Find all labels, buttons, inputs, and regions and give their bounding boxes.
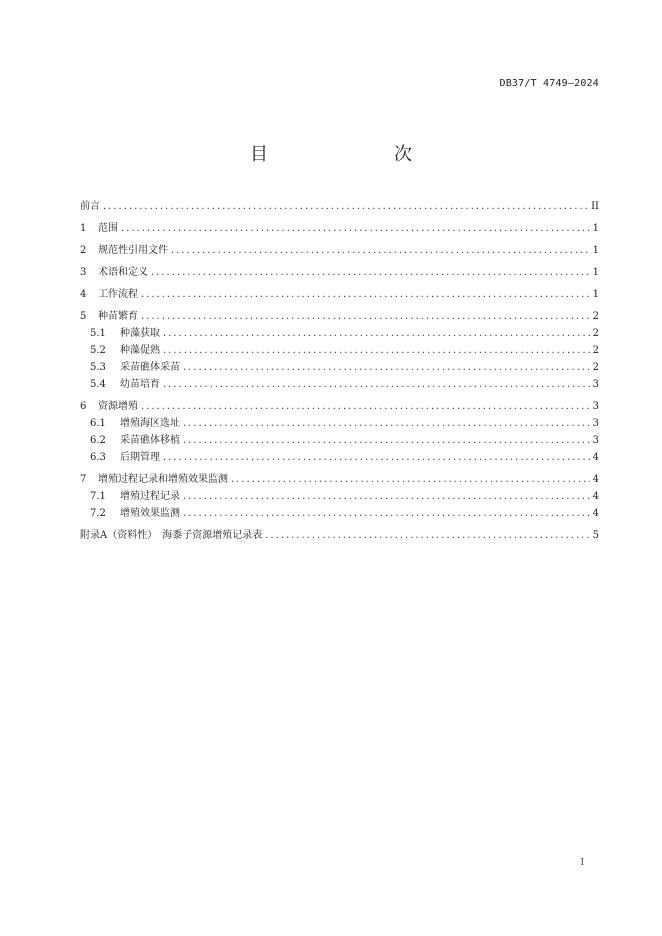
toc-entry-label	[90, 360, 180, 376]
toc-entry-page: II	[591, 201, 599, 212]
toc-entry-text: 附录A（资料性） 海黍子资源增殖记录表	[80, 530, 263, 541]
toc-entry-number: 6.2	[90, 435, 106, 446]
toc-entry-text: 规范性引用文件	[98, 245, 168, 256]
toc-entry-label	[90, 377, 160, 393]
dot-leader	[151, 265, 590, 281]
toc-entry-page: 4	[592, 452, 599, 463]
toc-entry-label	[90, 506, 180, 522]
toc-entry-number: 4	[80, 289, 87, 300]
toc-entry-page: 2	[592, 328, 599, 339]
toc-entry[interactable]	[80, 489, 599, 505]
toc-entry[interactable]	[80, 309, 599, 325]
toc-entry-number: 7.1	[90, 491, 106, 502]
toc-entry-text: 增殖过程记录和增殖效果监测	[98, 474, 228, 485]
dot-leader	[121, 221, 590, 237]
toc-entry-text: 幼苗培育	[120, 379, 160, 390]
toc-entry-label	[90, 489, 180, 505]
toc-entry-page: 3	[592, 401, 599, 412]
toc-entry-text: 术语和定义	[98, 267, 148, 278]
dot-leader	[183, 489, 590, 505]
toc-entry-text: 采苗礁体采苗	[120, 362, 180, 373]
toc-entry-label	[90, 343, 160, 359]
toc-entry[interactable]	[80, 199, 599, 215]
toc-entry-number: 2	[80, 245, 87, 256]
toc-entry-text: 后期管理	[120, 452, 160, 463]
dot-leader	[183, 360, 590, 376]
toc-entry-page: 4	[592, 474, 599, 485]
toc-entry-page: 2	[592, 345, 599, 356]
toc-entry-number: 1	[80, 223, 87, 234]
toc-entry-page: 3	[592, 418, 599, 429]
toc-entry-label	[80, 309, 138, 325]
toc-entry[interactable]	[80, 433, 599, 449]
dot-leader	[163, 343, 590, 359]
toc-entry-page: 5	[592, 530, 599, 541]
toc-entry[interactable]	[80, 221, 599, 237]
toc-entry-label	[90, 416, 180, 432]
toc-entry[interactable]	[80, 265, 599, 281]
toc-entry-label	[80, 287, 138, 303]
dot-leader	[163, 450, 590, 466]
toc-entry-number: 5.1	[90, 328, 106, 339]
toc-entry[interactable]	[80, 343, 599, 359]
dot-leader	[265, 528, 589, 544]
dot-leader	[183, 433, 590, 449]
toc-entry[interactable]	[80, 326, 599, 342]
table-of-contents	[80, 199, 599, 544]
toc-entry-number: 6.1	[90, 418, 106, 429]
dot-leader	[141, 399, 590, 415]
toc-entry-label	[80, 472, 228, 488]
toc-entry[interactable]	[80, 528, 599, 544]
toc-entry[interactable]	[80, 399, 599, 415]
toc-entry-label	[90, 433, 180, 449]
toc-entry-text: 范围	[98, 223, 118, 234]
dot-leader	[231, 472, 590, 488]
toc-entry-page: 4	[592, 508, 599, 519]
toc-entry-label	[80, 265, 148, 281]
toc-entry-label	[80, 199, 100, 215]
toc-entry-number: 6.3	[90, 452, 106, 463]
toc-entry-label	[90, 450, 160, 466]
toc-entry-number: 5.4	[90, 379, 106, 390]
toc-entry-page: 1	[592, 245, 599, 256]
toc-entry-label	[80, 243, 168, 259]
toc-entry-number: 7	[80, 474, 87, 485]
toc-entry-number: 6	[80, 401, 87, 412]
toc-entry-label	[90, 326, 160, 342]
document-code: DB37/T 4749—2024	[499, 78, 599, 89]
toc-entry-number: 5.2	[90, 345, 106, 356]
toc-entry-page: 3	[592, 435, 599, 446]
toc-entry-page: 1	[592, 267, 599, 278]
toc-entry[interactable]	[80, 416, 599, 432]
toc-entry[interactable]	[80, 472, 599, 488]
toc-entry-page: 1	[592, 223, 599, 234]
toc-entry-page: 3	[592, 379, 599, 390]
page-title: 目 次	[250, 144, 442, 165]
toc-entry-label	[80, 528, 262, 544]
toc-entry-number: 3	[80, 267, 87, 278]
dot-leader	[163, 326, 590, 342]
toc-entry[interactable]	[80, 287, 599, 303]
toc-entry-number: 5.3	[90, 362, 106, 373]
page-number: I	[580, 858, 584, 868]
dot-leader	[141, 287, 590, 303]
toc-entry-text: 资源增殖	[98, 401, 138, 412]
toc-entry-label	[80, 399, 138, 415]
toc-entry-text: 增殖效果监测	[120, 508, 180, 519]
toc-entry-text: 种苗繁育	[98, 311, 138, 322]
toc-entry[interactable]	[80, 506, 599, 522]
toc-entry-label	[80, 221, 118, 237]
toc-entry-text: 前言	[80, 201, 100, 212]
dot-leader	[163, 377, 590, 393]
toc-entry[interactable]	[80, 243, 599, 259]
toc-entry-text: 种藻获取	[120, 328, 160, 339]
toc-entry[interactable]	[80, 377, 599, 393]
dot-leader	[103, 199, 588, 215]
toc-entry-number: 7.2	[90, 508, 106, 519]
dot-leader	[171, 243, 590, 259]
toc-entry-text: 增殖过程记录	[120, 491, 180, 502]
dot-leader	[141, 309, 590, 325]
toc-entry-page: 2	[592, 362, 599, 373]
dot-leader	[183, 416, 590, 432]
toc-entry[interactable]	[80, 450, 599, 466]
toc-entry-text: 种藻促熟	[120, 345, 160, 356]
toc-entry-number: 5	[80, 311, 87, 322]
toc-entry-text: 采苗礁体移植	[120, 435, 180, 446]
toc-entry[interactable]	[80, 360, 599, 376]
toc-entry-page: 4	[592, 491, 599, 502]
toc-entry-text: 增殖海区选址	[120, 418, 180, 429]
dot-leader	[183, 506, 590, 522]
toc-entry-text: 工作流程	[98, 289, 138, 300]
toc-entry-page: 1	[592, 289, 599, 300]
toc-entry-page: 2	[592, 311, 599, 322]
